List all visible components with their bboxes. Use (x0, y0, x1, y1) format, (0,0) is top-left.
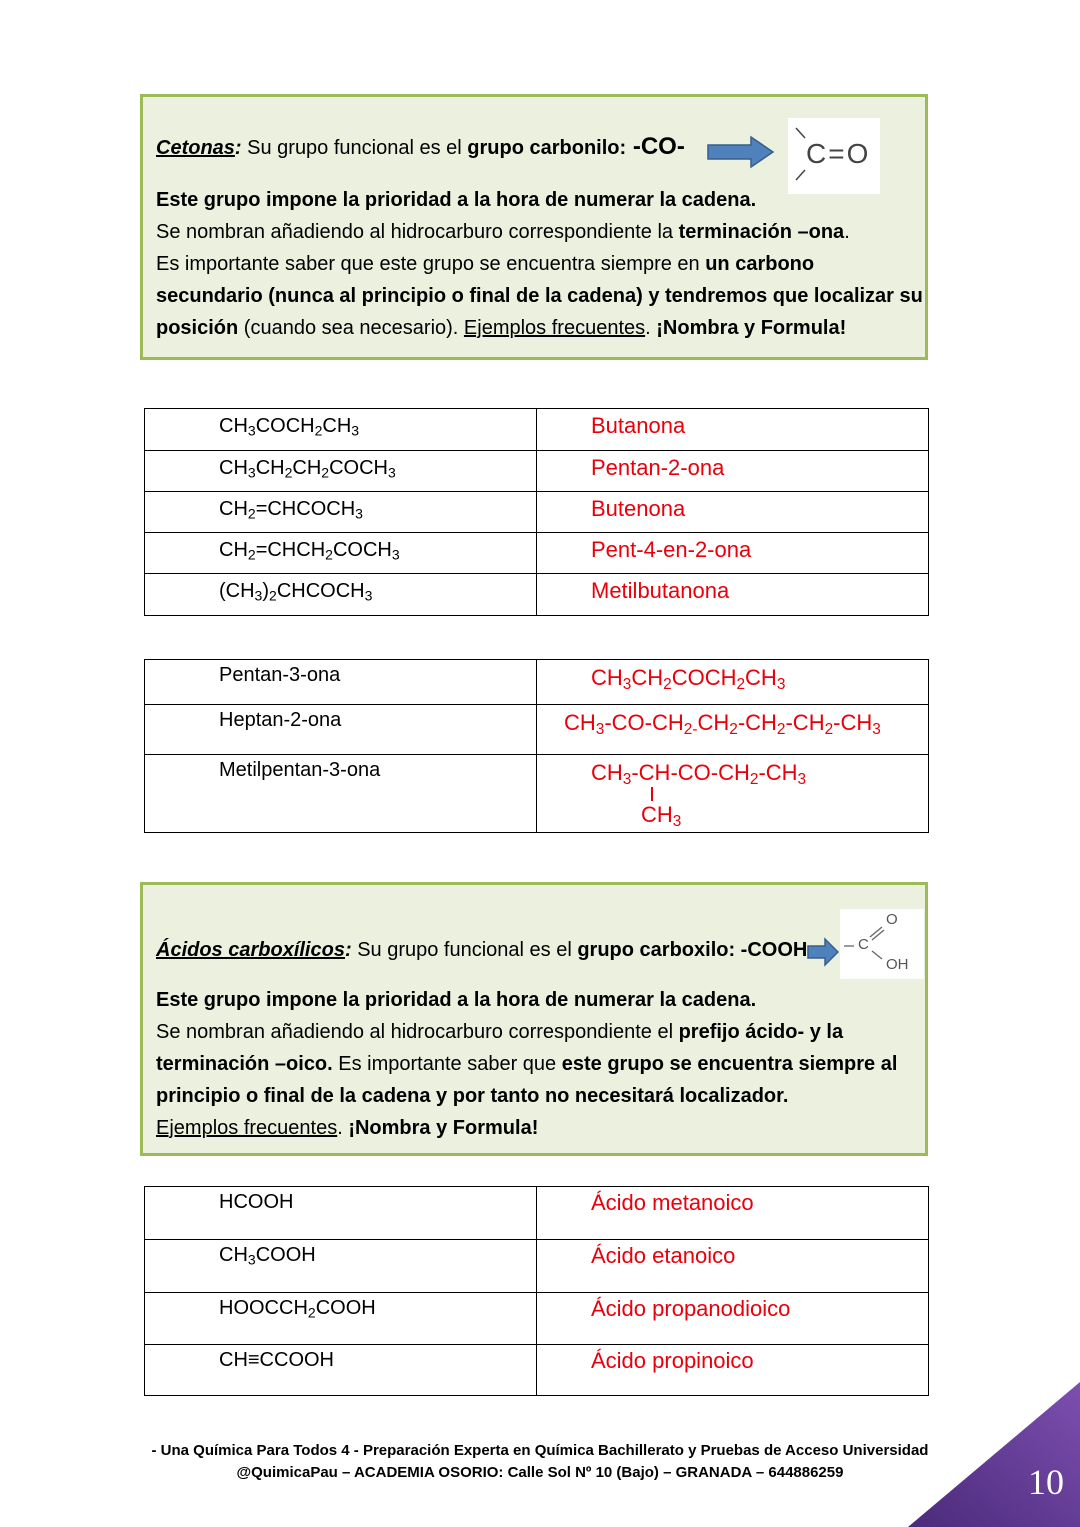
page-number: 10 (1028, 1462, 1064, 1502)
table-row (145, 660, 929, 705)
table-row (145, 1345, 929, 1396)
table-row (145, 705, 929, 755)
formula-cell: HCOOH (145, 1187, 537, 1240)
table-row (145, 451, 929, 492)
table-row (145, 492, 929, 533)
answer-cell: Ácido metanoico (537, 1187, 929, 1240)
acids-naming-text: Se nombran añadiendo al hidrocarburo correspondiente el (156, 1021, 679, 1043)
name-cell: Heptan-2-ona (145, 705, 537, 755)
acids-suffix-line (156, 1048, 925, 1080)
acids-title-colon: : (344, 939, 352, 961)
ketones-intro: Su grupo funcional es el (241, 137, 468, 159)
carbonyl-label: C=O (806, 138, 871, 169)
acids-examples-label: Ejemplos frecuentes (156, 1117, 338, 1139)
ketones-position-bold: un carbono (705, 253, 815, 275)
acids-important-text: Es importante saber que (332, 1053, 562, 1075)
ketones-naming-end: . (844, 221, 850, 243)
ketones-info-box (140, 94, 928, 360)
ketones-secondary-line: secundario (nunca al principio o final de la cadena) y tendremos que localizar su (156, 285, 923, 307)
ketones-sep: . (645, 317, 657, 339)
formula-cell: $CH_3COCH_2CH_3$ (145, 409, 537, 451)
ketones-suffix: terminación –ona (678, 221, 845, 243)
table-row (145, 1240, 929, 1293)
ketones-position-line (156, 248, 925, 280)
formula-cell: $CH_3CH_2CH_2COCH_3$ (145, 451, 537, 492)
answer-cell: Pentan-2-ona (537, 451, 929, 492)
ketones-title-colon: : (234, 137, 242, 159)
branch-group: $CH_3$ (641, 802, 682, 830)
formula-cell: $CH_2=CHCH_2COCH_3$ (145, 533, 537, 574)
acids-naming-line (156, 1016, 925, 1048)
acids-group-name: grupo carboxilo: -COOH (577, 939, 808, 961)
ketones-when-needed: (cuando sea necesario). (238, 317, 464, 339)
carboxyl-oh: OH (886, 956, 909, 973)
formula-cell: $HOOCCH_2COOH$ (145, 1293, 537, 1345)
ketone-formula-table (144, 408, 929, 616)
acids-intro: Su grupo funcional es el (351, 939, 578, 961)
acids-priority-line: Este grupo impone la prioridad a la hora de numerar la cadena. (156, 989, 757, 1011)
table-row (145, 755, 929, 833)
answer-cell (537, 755, 929, 833)
carboxyl-structure-icon (840, 909, 924, 979)
ketones-title: Cetonas (156, 137, 235, 159)
ketones-group-name: grupo carbonilo: (467, 137, 627, 159)
arrow-right-icon (807, 937, 839, 967)
branch-bond (651, 787, 653, 801)
ketones-group-formula: -CO- (626, 133, 685, 160)
table-row (145, 574, 929, 616)
answer-cell: $CH_3CH_2COCH_2CH_3$ (537, 660, 929, 705)
ketones-examples-label: Ejemplos frecuentes (463, 317, 646, 339)
acids-examples-line (156, 1112, 925, 1144)
acids-info-box (140, 882, 928, 1156)
acids-prefix: prefijo ácido- y la (678, 1021, 844, 1043)
formula-cell: $CH_2=CHCOCH_3$ (145, 492, 537, 533)
acids-position-bold: este grupo se encuentra siempre al (561, 1053, 898, 1075)
carboxyl-structure-drawing (840, 909, 924, 979)
answer-cell: Ácido propinoico (537, 1345, 929, 1396)
table-row (145, 1293, 929, 1345)
table-row (145, 533, 929, 574)
answer-cell: Pent-4-en-2-ona (537, 533, 929, 574)
answer-cell: Butenona (537, 492, 929, 533)
name-cell: Metilpentan-3-ona (145, 755, 537, 833)
answer-cell: $CH_3-CO-CH_{2-}CH_2-CH_2-CH_2-CH_3$ (537, 705, 929, 755)
ketones-posicion: posición (156, 317, 239, 339)
arrow-right-icon (707, 135, 775, 169)
formula-cell: CH≡CCOOH (145, 1345, 537, 1396)
branched-formula: $CH_3-CH-CO-CH_2-CH_3$ (591, 760, 807, 788)
carboxyl-c: C (858, 936, 869, 953)
carboxyl-o: O (886, 911, 898, 928)
ketones-naming-line (156, 216, 925, 248)
answer-cell: Butanona (537, 409, 929, 451)
acids-locator-line: principio o final de la cadena y por tanto no necesitará localizador. (156, 1085, 789, 1107)
answer-cell: Metilbutanona (537, 574, 929, 616)
ketones-position-text: Es importante saber que este grupo se encuentra siempre en (156, 253, 706, 275)
ketones-examples-line (156, 312, 925, 344)
acids-title: Ácidos carboxílicos (156, 939, 345, 961)
acid-formula-table (144, 1186, 929, 1396)
ketone-name-table (144, 659, 929, 833)
ketones-instruction: ¡Nombra y Formula! (656, 317, 847, 339)
ketones-priority-line: Este grupo impone la prioridad a la hora de numerar la cadena. (156, 189, 757, 211)
formula-cell: $(CH_3)_2CHCOCH_3$ (145, 574, 537, 616)
answer-cell: Ácido etanoico (537, 1240, 929, 1293)
formula-cell: $CH_3COOH$ (145, 1240, 537, 1293)
answer-cell: Ácido propanodioico (537, 1293, 929, 1345)
footer-line-1: - Una Química Para Todos 4 - Preparación Experta en Química Bachillerato y Pruebas de Acceso Universidad (151, 1442, 929, 1459)
footer-line-2: @QuimicaPau – ACADEMIA OSORIO: Calle Sol Nº 10 (Bajo) – GRANADA – 644886259 (236, 1464, 844, 1481)
acids-instruction: ¡Nombra y Formula! (348, 1117, 539, 1139)
table-row (145, 409, 929, 451)
acids-suffix: terminación –oico. (156, 1053, 333, 1075)
page-corner-decoration (908, 1382, 1080, 1527)
table-row (145, 1187, 929, 1240)
acids-sep: . (337, 1117, 349, 1139)
ketones-naming-text: Se nombran añadiendo al hidrocarburo correspondiente la (156, 221, 679, 243)
name-cell: Pentan-3-ona (145, 660, 537, 705)
carbonyl-structure-icon (788, 118, 880, 194)
